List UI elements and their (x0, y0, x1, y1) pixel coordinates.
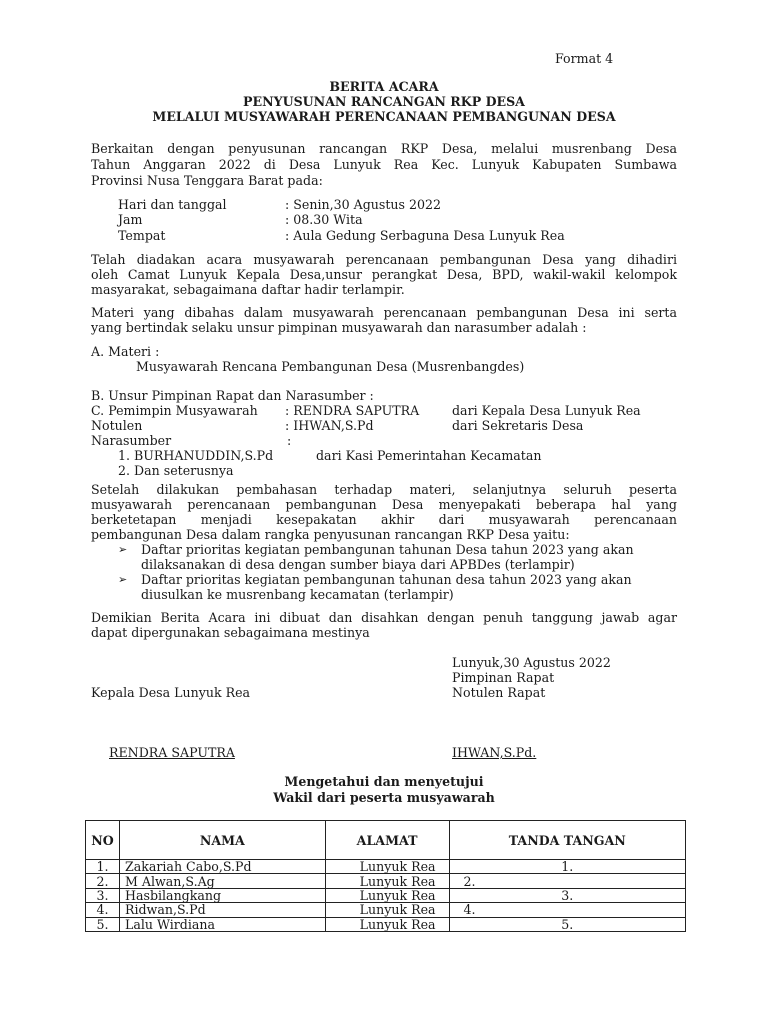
title-line-1: BERITA ACARA (329, 79, 439, 94)
sign-right-name: IHWAN,S.Pd. (452, 745, 537, 760)
bullet-2-line-1: Daftar prioritas kegiatan pembangunan tahunan desa tahun 2023 yang akan (141, 572, 632, 587)
sign-right-title: Notulen Rapat (452, 685, 546, 700)
witness-title-1: Mengetahui dan menyetujui (284, 774, 484, 789)
detail-value-time: : 08.30 Wita (285, 212, 363, 227)
header-no: NO (86, 821, 120, 860)
row-tanda-tangan: 3. (449, 888, 685, 902)
detail-label-time: Jam (118, 212, 143, 227)
row-tanda-tangan: 5. (449, 917, 685, 931)
table-row (86, 917, 686, 931)
para1-line-1: Telah diadakan acara musyawarah perencanaan pembangunan Desa yang dihadiri (91, 252, 677, 267)
row-alamat: Lunyuk Rea (325, 917, 449, 931)
bullet-1-line-1: Daftar prioritas kegiatan pembangunan tahunan Desa tahun 2023 yang akan (141, 542, 634, 557)
para2-line-2: yang bertindak selaku unsur pimpinan musyawarah dan narasumber adalah : (91, 320, 587, 335)
table-row (86, 888, 686, 902)
row-tanda-tangan: 4. (449, 903, 685, 917)
row-tanda-tangan: 1. (449, 860, 685, 874)
closing-line-2: dapat dipergunakan sebagaimana mestinya (91, 625, 370, 640)
para3-line-2: musyawarah perencanaan pembangunan Desa menyepakati beberapa hal yang (91, 497, 677, 512)
narasumber-colon: : (287, 433, 292, 448)
sign-place-date: Lunyuk,30 Agustus 2022 (452, 655, 611, 670)
intro-line-3: Provinsi Nusa Tenggara Barat pada: (91, 173, 323, 188)
notulen-label: Notulen (91, 418, 143, 433)
bullet-arrow-icon: ➢ (118, 543, 128, 556)
para3-line-1: Setelah dilakukan pembahasan terhadap materi, selanjutnya seluruh peserta (91, 482, 677, 497)
para3-line-4: pembangunan Desa dalam rangka penyusunan rancangan RKP Desa yaitu: (91, 527, 570, 542)
table-row (86, 874, 686, 888)
detail-label-place: Tempat (118, 228, 166, 243)
narasumber-item-1: 1. BURHANUDDIN,S.Pd (118, 448, 274, 463)
sign-left-name: RENDRA SAPUTRA (109, 745, 235, 760)
table-row (86, 903, 686, 917)
row-no: 4. (86, 903, 120, 917)
row-no: 3. (86, 888, 120, 902)
table-header-row (86, 821, 686, 860)
narasumber-item-2: 2. Dan seterusnya (118, 463, 234, 478)
detail-label-date: Hari dan tanggal (118, 197, 227, 212)
format-label: Format 4 (555, 51, 614, 66)
pemimpin-label: C. Pemimpin Musyawarah (91, 403, 258, 418)
sign-pimpinan: Pimpinan Rapat (452, 670, 555, 685)
row-no: 5. (86, 917, 120, 931)
header-tanda-tangan: TANDA TANGAN (449, 821, 685, 860)
notulen-name: : IHWAN,S.Pd (285, 418, 374, 433)
row-alamat: Lunyuk Rea (325, 903, 449, 917)
section-a-label: A. Materi : (91, 344, 160, 359)
intro-line-2: Tahun Anggaran 2022 di Desa Lunyuk Rea Kec. Lunyuk Kabupaten Sumbawa (91, 157, 677, 172)
title-line-3: MELALUI MUSYAWARAH PERENCANAAN PEMBANGUNAN DESA (152, 109, 616, 124)
table-row (86, 860, 686, 874)
pemimpin-name: : RENDRA SAPUTRA (285, 403, 420, 418)
row-nama: M Alwan,S.Ag (119, 874, 325, 888)
row-alamat: Lunyuk Rea (325, 874, 449, 888)
witness-table (85, 820, 686, 932)
bullet-2-line-2: diusulkan ke musrenbang kecamatan (terlampir) (141, 587, 454, 602)
intro-line-1: Berkaitan dengan penyusunan rancangan RKP Desa, melalui musrenbang Desa (91, 141, 677, 156)
para1-line-2: oleh Camat Lunyuk Kepala Desa,unsur perangkat Desa, BPD, wakil-wakil kelompok (91, 267, 677, 282)
para2-line-1: Materi yang dibahas dalam musyawarah perencanaan pembangunan Desa ini serta (91, 305, 677, 320)
row-nama: Hasbilangkang (119, 888, 325, 902)
bullet-arrow-icon: ➢ (118, 573, 128, 586)
witness-title-2: Wakil dari peserta musyawarah (273, 790, 495, 805)
header-alamat: ALAMAT (325, 821, 449, 860)
header-nama: NAMA (119, 821, 325, 860)
bullet-1-line-2: dilaksanakan di desa dengan sumber biaya dari APBDes (terlampir) (141, 557, 575, 572)
row-no: 1. (86, 860, 120, 874)
section-b-label: B. Unsur Pimpinan Rapat dan Narasumber : (91, 388, 374, 403)
row-alamat: Lunyuk Rea (325, 888, 449, 902)
para1-line-3: masyarakat, sebagaimana daftar hadir terlampir. (91, 282, 405, 297)
section-a-value: Musyawarah Rencana Pembangunan Desa (Musrenbangdes) (136, 359, 525, 374)
row-tanda-tangan: 2. (449, 874, 685, 888)
notulen-from: dari Sekretaris Desa (452, 418, 584, 433)
para3-line-3: berketetapan menjadi kesepakatan akhir dari musyawarah perencanaan (91, 512, 677, 527)
row-alamat: Lunyuk Rea (325, 860, 449, 874)
row-nama: Ridwan,S.Pd (119, 903, 325, 917)
closing-line-1: Demikian Berita Acara ini dibuat dan disahkan dengan penuh tanggung jawab agar (91, 610, 677, 625)
detail-value-place: : Aula Gedung Serbaguna Desa Lunyuk Rea (285, 228, 565, 243)
narasumber-label: Narasumber (91, 433, 172, 448)
row-no: 2. (86, 874, 120, 888)
detail-value-date: : Senin,30 Agustus 2022 (285, 197, 442, 212)
pemimpin-from: dari Kepala Desa Lunyuk Rea (452, 403, 641, 418)
row-nama: Zakariah Cabo,S.Pd (119, 860, 325, 874)
narasumber-item-1-from: dari Kasi Pemerintahan Kecamatan (316, 448, 542, 463)
title-line-2: PENYUSUNAN RANCANGAN RKP DESA (243, 94, 525, 109)
sign-left-title: Kepala Desa Lunyuk Rea (91, 685, 251, 700)
row-nama: Lalu Wirdiana (119, 917, 325, 931)
